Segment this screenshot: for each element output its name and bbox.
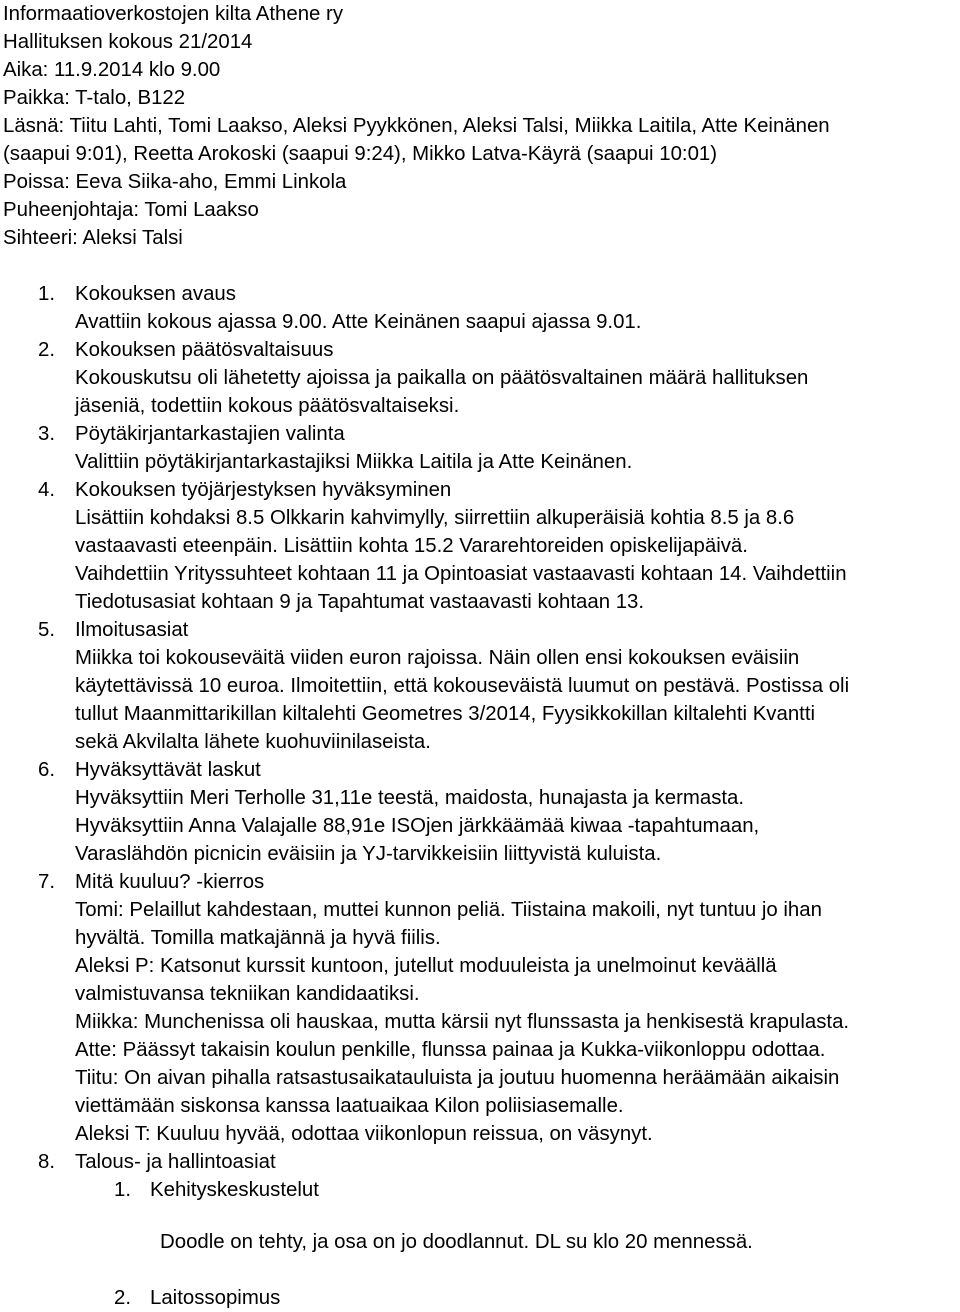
agenda-item (0, 756, 960, 868)
agenda-item-title: Pöytäkirjantarkastajien valinta (75, 423, 345, 445)
agenda-item-heading (0, 756, 960, 784)
agenda-item-text-line: Miikka toi kokouseväitä viiden euron rajoissa. Näin ollen ensi kokouksen eväisiin (75, 647, 800, 669)
secretary: Sihteeri: Aleksi Talsi (3, 227, 183, 249)
agenda-item-number: 4. (38, 479, 56, 501)
subagenda-item (0, 1256, 960, 1312)
agenda-list (0, 280, 960, 1176)
absentees: Poissa: Eeva Siika-aho, Emmi Linkola (3, 171, 347, 193)
agenda-item-text-line: Tiedotusasiat kohtaan 9 ja Tapahtumat vastaavasti kohtaan 13. (75, 591, 645, 613)
subagenda-item-title: Kehityskeskustelut (150, 1179, 319, 1201)
agenda-item-text-line: Tomi: Pelaillut kahdestaan, muttei kunnon peliä. Tiistaina makoili, nyt tuntuu jo ihan (75, 899, 822, 921)
agenda-item (0, 420, 960, 476)
agenda-item (0, 476, 960, 616)
agenda-item-text-line: Hyväksyttiin Anna Valajalle 88,91e ISOjen järkkäämää kiwaa -tapahtumaan, (75, 815, 760, 837)
subagenda-item-number: 1. (114, 1179, 132, 1201)
agenda-item-title: Kokouksen päätösvaltaisuus (75, 339, 334, 361)
agenda-item-title: Hyväksyttävät laskut (75, 759, 261, 781)
subagenda-item-heading (0, 1176, 960, 1204)
subagenda-item (0, 1176, 960, 1256)
spacer (0, 1256, 960, 1284)
agenda-item-text-line: Lisättiin kohdaksi 8.5 Olkkarin kahvimylly, siirrettiin alkuperäisiä kohtia 8.5 ja 8.6 (75, 507, 795, 529)
agenda-item-text-line: Hyväksyttiin Meri Terholle 31,11e teestä, maidosta, hunajasta ja kermasta. (75, 787, 745, 809)
org-name: Informaatioverkostojen kilta Athene ry (3, 3, 344, 25)
agenda-item-text-line: Aleksi P: Katsonut kurssit kuntoon, jutellut moduuleista ja unelmoinut keväällä (75, 955, 777, 977)
agenda-item-text-line: Tiitu: On aivan pihalla ratsastusaikatauluista ja joutuu huomenna heräämään aikaisin (75, 1067, 840, 1089)
agenda-item-number: 7. (38, 871, 56, 893)
agenda-item-title: Mitä kuuluu? -kierros (75, 871, 265, 893)
agenda-item-number: 6. (38, 759, 56, 781)
spacer (0, 1204, 960, 1228)
subagenda-item-title: Laitossopimus (150, 1287, 281, 1309)
agenda-item-number: 5. (38, 619, 56, 641)
meeting-time: Aika: 11.9.2014 klo 9.00 (3, 59, 221, 81)
agenda-item-heading (0, 476, 960, 504)
attendees-line-2: (saapui 9:01), Reetta Arokoski (saapui 9:24), Mikko Latva-Käyrä (saapui 10:01) (3, 143, 718, 165)
spacer (0, 252, 960, 280)
agenda-item-text-line: Aleksi T: Kuuluu hyvää, odottaa viikonlopun reissua, on väsynyt. (75, 1123, 653, 1145)
agenda-item-title: Ilmoitusasiat (75, 619, 189, 641)
agenda-item (0, 1148, 960, 1176)
agenda-item-heading (0, 336, 960, 364)
subagenda-item-heading (0, 1284, 960, 1312)
agenda-item-text-line: valmistuvansa tekniikan kandidaatiksi. (75, 983, 420, 1005)
agenda-item-heading (0, 1148, 960, 1176)
agenda-item-heading (0, 420, 960, 448)
agenda-item-text-line: sekä Akvilalta lähete kuohuviinilaseista. (75, 731, 431, 753)
meeting-place: Paikka: T-talo, B122 (3, 87, 186, 109)
agenda-item-text-line: Vaihdettiin Yrityssuhteet kohtaan 11 ja Opintoasiat vastaavasti kohtaan 14. Vaihdettiin (75, 563, 847, 585)
agenda-item-text-line: käytettävissä 10 euroa. Ilmoitettiin, että kokouseväistä luumut on pestävä. Postissa oli (75, 675, 850, 697)
agenda-item-text-line: Miikka: Munchenissa oli hauskaa, mutta kärsii nyt flunssasta ja henkisestä krapulasta. (75, 1011, 850, 1033)
agenda-item-heading (0, 616, 960, 644)
agenda-item-heading (0, 280, 960, 308)
agenda-item-number: 1. (38, 283, 56, 305)
agenda-item-text-line: Valittiin pöytäkirjantarkastajiksi Miikka Laitila ja Atte Keinänen. (75, 451, 633, 473)
agenda-item-text-line: tullut Maanmittarikillan kiltalehti Geometres 3/2014, Fyysikkokillan kiltalehti Kvantti (75, 703, 816, 725)
agenda-item-number: 2. (38, 339, 56, 361)
header-block (0, 0, 960, 252)
subagenda-list (0, 1176, 960, 1312)
agenda-item-title: Talous- ja hallintoasiat (75, 1151, 276, 1173)
agenda-item-text-line: Atte: Päässyt takaisin koulun penkille, flunssa painaa ja Kukka-viikonloppu odottaa. (75, 1039, 826, 1061)
agenda-item (0, 280, 960, 336)
agenda-item-title: Kokouksen avaus (75, 283, 236, 305)
agenda-item (0, 868, 960, 1148)
agenda-item-text-line: viettämään siskonsa kanssa laatuaikaa Kilon poliisiasemalle. (75, 1095, 624, 1117)
subagenda-item-number: 2. (114, 1287, 132, 1309)
agenda-item-text-line: Kokouskutsu oli lähetetty ajoissa ja paikalla on päätösvaltainen määrä hallituksen (75, 367, 809, 389)
agenda-item-text-line: jäseniä, todettiin kokous päätösvaltaiseksi. (75, 395, 460, 417)
meeting-title: Hallituksen kokous 21/2014 (3, 31, 253, 53)
subagenda-item-text: Doodle on tehty, ja osa on jo doodlannut. DL su klo 20 mennessä. (160, 1231, 753, 1253)
agenda-item-heading (0, 868, 960, 896)
chairperson: Puheenjohtaja: Tomi Laakso (3, 199, 259, 221)
agenda-item (0, 336, 960, 420)
attendees-line-1: Läsnä: Tiitu Lahti, Tomi Laakso, Aleksi Pyykkönen, Aleksi Talsi, Miikka Laitila, Atte Keinänen (3, 115, 830, 137)
agenda-item-text-line: hyvältä. Tomilla matkajännä ja hyvä fiilis. (75, 927, 441, 949)
agenda-item-number: 8. (38, 1151, 56, 1173)
agenda-item-text-line: Varaslähdön picnicin eväisiin ja YJ-tarvikkeisiin liittyvistä kuluista. (75, 843, 662, 865)
agenda-item-text-line: Avattiin kokous ajassa 9.00. Atte Keinänen saapui ajassa 9.01. (75, 311, 642, 333)
agenda-item-title: Kokouksen työjärjestyksen hyväksyminen (75, 479, 452, 501)
agenda-item-text-line: vastaavasti eteenpäin. Lisättiin kohta 15.2 Vararehtoreiden opiskelijapäivä. (75, 535, 748, 557)
agenda-item (0, 616, 960, 756)
agenda-item-number: 3. (38, 423, 56, 445)
